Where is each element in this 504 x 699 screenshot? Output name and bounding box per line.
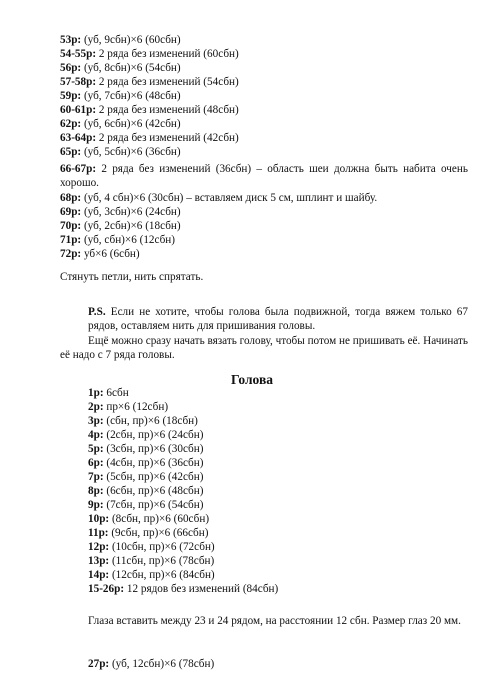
head-row-15-26 <box>88 582 468 596</box>
row-number: 11р: <box>88 527 109 539</box>
head-row-6 <box>88 456 468 470</box>
row-text: пр×6 (12сбн) <box>103 401 169 413</box>
row-text: (2сбн, пр)×6 (24сбн) <box>103 429 204 441</box>
row-text: 6сбн <box>103 387 129 399</box>
head-row-7 <box>88 470 468 484</box>
row-number: 14р: <box>88 569 110 581</box>
head-row-9 <box>88 498 468 512</box>
head-row-1 <box>88 386 468 400</box>
row-number: 27р: <box>88 658 110 670</box>
ps-paragraph <box>60 305 468 333</box>
row-number: 53р: <box>60 34 82 46</box>
row-53 <box>60 33 468 47</box>
row-text: (уб, 9сбн)×6 (60сбн) <box>81 34 181 46</box>
head-row-13 <box>88 554 468 568</box>
row-57-58 <box>60 75 468 89</box>
row-69 <box>60 205 468 219</box>
head-rows-section <box>88 386 468 596</box>
row-number: 59р: <box>60 90 82 102</box>
row-number: 72р: <box>60 248 82 260</box>
head-row-5 <box>88 442 468 456</box>
row-66-67 <box>60 162 468 190</box>
ps-paragraph-2: Ещё можно сразу начать вязать голову, чтобы потом не пришивать её. Начинать её надо с 7 ряда головы. <box>60 335 468 361</box>
row-70 <box>60 219 468 233</box>
row-number: 7р: <box>88 471 104 483</box>
row-text: 2 ряда без изменений (60сбн) <box>96 48 239 60</box>
head-row-27 <box>88 657 468 671</box>
row-number: 15-26р: <box>88 583 125 595</box>
row-text: 2 ряда без изменений (42сбн) <box>96 132 239 144</box>
eyes-paragraph: Глаза вставить между 23 и 24 рядом, на расстоянии 12 сбн. Размер глаз 20 мм. <box>88 615 461 627</box>
row-text: (8сбн, пр)×6 (60сбн) <box>109 513 210 525</box>
row-text: (уб, сбн)×6 (12сбн) <box>81 234 176 246</box>
row-text: 2 ряда без изменений (48сбн) <box>96 104 239 116</box>
row-number: 66-67р: <box>60 163 97 175</box>
row-number: 2р: <box>88 401 104 413</box>
row-text: (3сбн, пр)×6 (30сбн) <box>103 443 204 455</box>
row-number: 8р: <box>88 485 104 497</box>
row-number: 57-58р: <box>60 76 97 88</box>
row-number: 69р: <box>60 206 82 218</box>
rows-68-72-section <box>60 191 468 261</box>
row-text: (7сбн, пр)×6 (54сбн) <box>103 499 204 511</box>
row-text: (уб, 5сбн)×6 (36сбн) <box>81 146 181 158</box>
row-number: 65р: <box>60 146 82 158</box>
row-text: (уб, 12сбн)×6 (78сбн) <box>109 658 215 670</box>
row-text: (уб, 8сбн)×6 (54сбн) <box>81 62 181 74</box>
row-text: (уб, 2сбн)×6 (18сбн) <box>81 220 181 232</box>
head-row-8 <box>88 484 468 498</box>
row-text: (12сбн, пр)×6 (84сбн) <box>109 569 215 581</box>
row-number: 63-64р: <box>60 132 97 144</box>
head-row-4 <box>88 428 468 442</box>
head-row-10 <box>88 512 468 526</box>
row-text: (уб, 7сбн)×6 (48сбн) <box>81 90 181 102</box>
row-text: (сбн, пр)×6 (18сбн) <box>103 415 198 427</box>
row-text: (4сбн, пр)×6 (36сбн) <box>103 457 204 469</box>
head-row-3 <box>88 414 468 428</box>
row-text: 2 ряда без изменений (36сбн) – область шеи должна быть набита очень хорошо. <box>60 163 468 189</box>
head-row-11 <box>88 526 468 540</box>
row-text: уб×6 (6сбн) <box>81 248 140 260</box>
finish-text: Стянуть петли, нить спрятать. <box>60 271 204 283</box>
row-number: 71р: <box>60 234 82 246</box>
row-text: 2 ряда без изменений (54сбн) <box>96 76 239 88</box>
section-title-head: Голова <box>230 372 273 387</box>
ps-label: P.S. <box>88 306 106 318</box>
row-59 <box>60 89 468 103</box>
row-text: (9сбн, пр)×6 (66сбн) <box>108 527 209 539</box>
row-65 <box>60 145 468 159</box>
head-row-14 <box>88 568 468 582</box>
row-number: 60-61р: <box>60 104 97 116</box>
row-number: 9р: <box>88 499 104 511</box>
row-71 <box>60 233 468 247</box>
row-63-64 <box>60 131 468 145</box>
row-text: (6сбн, пр)×6 (48сбн) <box>103 485 204 497</box>
row-number: 4р: <box>88 429 104 441</box>
ps-text: Если не хотите, чтобы голова была подвижной, тогда вяжем только 67 рядов, оставляем нить для пришивания головы. <box>88 306 468 332</box>
row-number: 6р: <box>88 457 104 469</box>
row-62 <box>60 117 468 131</box>
row-60-61 <box>60 103 468 117</box>
head-row-2 <box>88 400 468 414</box>
row-text: (11сбн, пр)×6 (78сбн) <box>109 555 215 567</box>
row-text: (5сбн, пр)×6 (42сбн) <box>103 471 204 483</box>
row-text: (уб, 6сбн)×6 (42сбн) <box>81 118 181 130</box>
row-number: 68р: <box>60 192 82 204</box>
row-72 <box>60 247 468 261</box>
row-text: (10сбн, пр)×6 (72сбн) <box>109 541 215 553</box>
head-row-12 <box>88 540 468 554</box>
row-56 <box>60 61 468 75</box>
row-number: 54-55р: <box>60 48 97 60</box>
body-rows-section <box>60 33 468 159</box>
row-number: 70р: <box>60 220 82 232</box>
row-number: 62р: <box>60 118 82 130</box>
row-number: 5р: <box>88 443 104 455</box>
row-text: (уб, 4 сбн)×6 (30сбн) – вставляем диск 5 см, шплинт и шайбу. <box>81 192 378 204</box>
row-text: 12 рядов без изменений (84сбн) <box>124 583 279 595</box>
row-number: 13р: <box>88 555 110 567</box>
row-text: (уб, 3сбн)×6 (24сбн) <box>81 206 181 218</box>
row-number: 10р: <box>88 513 110 525</box>
row-number: 12р: <box>88 541 110 553</box>
row-number: 56р: <box>60 62 82 74</box>
row-68 <box>60 191 468 205</box>
row-54-55 <box>60 47 468 61</box>
row-number: 3р: <box>88 415 104 427</box>
row-number: 1р: <box>88 387 104 399</box>
